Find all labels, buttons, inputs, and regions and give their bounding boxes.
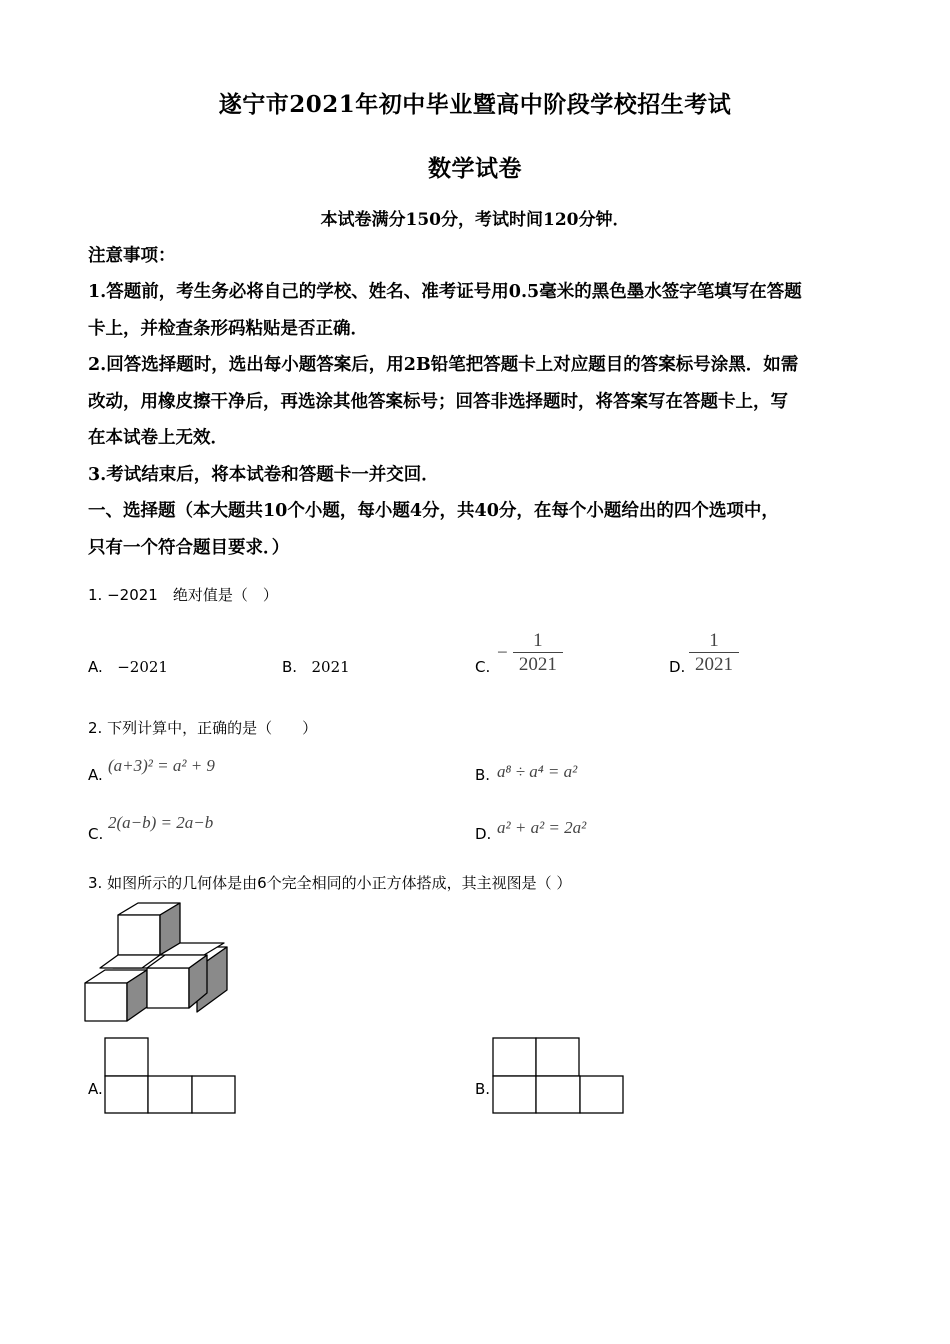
q1-label-c: C. <box>475 658 491 676</box>
q1-option-a <box>88 658 168 676</box>
q3-label-a: A. <box>88 1080 103 1098</box>
exam-title: 遂宁市2021年初中毕业暨高中阶段学校招生考试 <box>218 91 732 118</box>
subject-title: 数学试卷 <box>428 155 522 182</box>
cube-face <box>85 983 127 1021</box>
q3-label-b: B. <box>475 1080 491 1098</box>
q1-option-c <box>497 630 563 677</box>
square <box>493 1076 536 1113</box>
notice-line-5: 在本试卷上无效． <box>88 428 228 448</box>
section-header-line-1: 一、选择题（本大题共10个小题，每小题4分，共40分，在每个小题给出的四个选项中， <box>88 501 779 521</box>
q1-label-d: D. <box>669 658 686 676</box>
q1-d-denominator: 2021 <box>695 654 733 675</box>
notice-line-3: 2.回答选择题时，选出每小题答案后，用2B铅笔把答题卡上对应题目的答案标号涂黑．如需 <box>88 355 799 375</box>
q2-label-d: D. <box>475 825 492 843</box>
square <box>493 1038 536 1076</box>
q1-value-b: 2021 <box>311 658 350 676</box>
q2-label-b: B. <box>475 766 491 784</box>
q2-label-c: C. <box>88 825 104 843</box>
exam-info: 本试卷满分150分，考试时间120分钟． <box>320 210 630 230</box>
notice-line-2: 卡上，并检查条形码粘贴是否正确． <box>88 319 368 339</box>
notice-line-1: 1.答题前，考生务必将自己的学校、姓名、准考证号用0.5毫米的黑色墨水签字笔填写在答题 <box>88 282 802 302</box>
q2-option-a: (a+3)² = a² + 9 <box>108 756 215 775</box>
q3-option-a-figure <box>104 1037 238 1117</box>
square <box>536 1038 579 1076</box>
q3-cube-figure <box>80 895 240 1030</box>
q1-c-denominator: 2021 <box>518 654 557 675</box>
q1-d-numerator: 1 <box>709 630 719 651</box>
square <box>192 1076 235 1113</box>
q2-option-b: a⁸ ÷ a⁴ = a² <box>497 762 578 781</box>
square <box>148 1076 192 1113</box>
cube-face <box>147 968 189 1008</box>
square <box>105 1038 148 1076</box>
section-header-line-2: 只有一个符合题目要求．） <box>88 538 290 558</box>
square <box>536 1076 580 1113</box>
q1-value-a: −2021 <box>117 658 168 676</box>
square <box>580 1076 623 1113</box>
q1-label-a: A. <box>88 658 103 676</box>
q2-stem: 2. 下列计算中，正确的是（ ） <box>88 719 318 737</box>
notice-line-6: 3.考试结束后，将本试卷和答题卡一并交回． <box>88 465 439 485</box>
q3-stem: 3. 如图所示的几何体是由6个完全相同的小正方体搭成，其主视图是（ ） <box>88 874 572 892</box>
q1-stem: 1. −2021 绝对值是（ ） <box>88 586 278 604</box>
q1-label-b: B. <box>282 658 298 676</box>
q2-label-a: A. <box>88 766 103 784</box>
notice-line-4: 改动，用橡皮擦干净后，再选涂其他答案标号；回答非选择题时，将答案写在答题卡上，写 <box>88 392 788 412</box>
q1-option-b <box>282 658 350 676</box>
cube-face <box>118 915 160 955</box>
q1-c-numerator: 1 <box>533 630 543 651</box>
notice-heading: 注意事项： <box>88 246 176 266</box>
q1-option-d <box>689 630 739 677</box>
square <box>105 1076 148 1113</box>
q1-d-fraction <box>689 630 739 677</box>
q2-option-c: 2(a−b) = 2a−b <box>108 813 214 832</box>
q1-c-fraction <box>513 630 563 677</box>
q1-c-sign: − <box>497 642 508 664</box>
q2-option-d: a² + a² = 2a² <box>497 818 587 837</box>
q3-option-b-figure <box>492 1037 626 1117</box>
